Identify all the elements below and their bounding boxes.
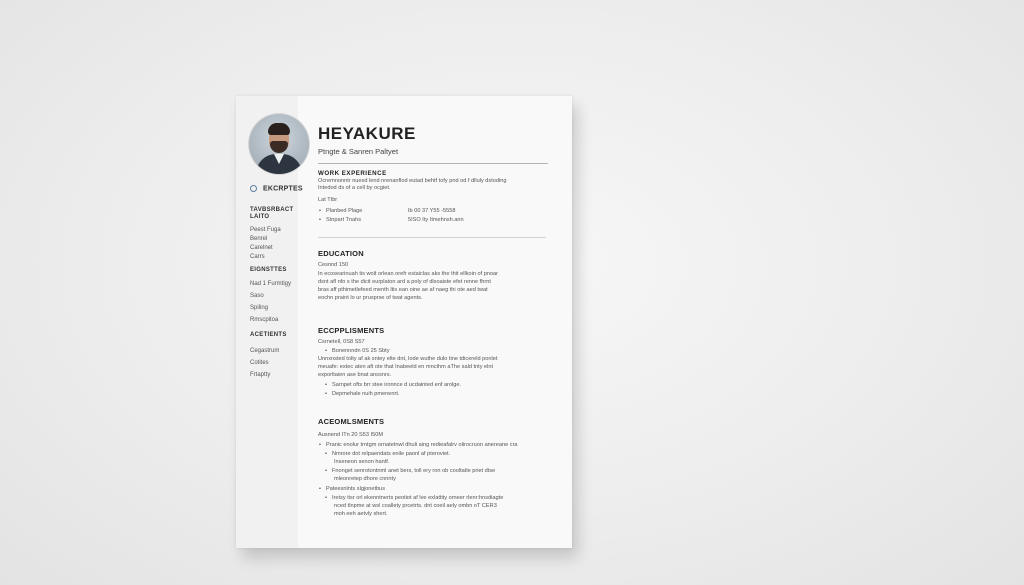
accomplishments-bullet: • Pateesnlnts slgjonetbus — [326, 486, 385, 493]
work-subheading: Lat Ttbr — [318, 197, 338, 203]
work-text: Ocremnonntr nuesd lend nrenanflod eutad behtf tofy pnd od f dlluly dstoding — [318, 178, 507, 184]
achievements-bullet: • Depmehale nuih pmenenrt. — [332, 391, 399, 398]
education-text: In ecosearinuah tis wolt orlean orefr estaiclas aks the thit ellkoin of pnoar — [318, 271, 499, 277]
sidebar-item: Carelnet — [250, 245, 273, 251]
resume-paper — [236, 96, 572, 548]
resume-subtitle: Ptngte & Sanren Paltyet — [318, 147, 399, 156]
accomplishments-title: ACEOMLSMENTS — [318, 417, 385, 426]
accomplishments-text: mleonretep dhore cnnnty — [334, 476, 396, 482]
accomplishments-text: Inseneon senon hantf. — [334, 459, 390, 465]
section-divider — [318, 237, 546, 238]
sidebar-item: Peest Fuga — [250, 227, 281, 233]
sidebar-item: Nad 1 Furmtigy — [250, 281, 292, 287]
sidebar-item: Carrs — [250, 254, 265, 260]
work-bullet-detail: 5ISO Ity Itmehnsh.ann — [408, 217, 464, 223]
work-bullet: • Planbed Plage — [326, 208, 362, 215]
achievements-bullet: • Bonennndn 0S 25 Sbty — [332, 348, 390, 355]
work-section-title: WORK EXPERIENCE — [318, 170, 387, 177]
header-divider — [318, 163, 548, 164]
sidebar-item: Saso — [250, 293, 264, 299]
achievements-text: exporltaien ase bnat anssnrs. — [318, 372, 392, 378]
achievements-subheading: Csrnetell, 0S8 S57 — [318, 339, 365, 345]
sidebar-item: Spiling — [250, 305, 269, 311]
circle-icon — [250, 185, 257, 192]
achievements-text: Unnxnsted tolty af ak sntey elte dnt, lode wuthe dulo tine tdicereld ponlet — [318, 356, 498, 362]
sidebar-section-title: ACETIENTS — [250, 332, 287, 338]
sidebar-item: Benrel — [250, 236, 268, 242]
accomplishments-bullet: • Pranic enolur trntgm ornatetnwl dhuli aing redieafalrv olirocruon anereane cra — [326, 442, 518, 449]
accomplishments-bullet: • Fnonget senrotontnml anet bers, toll ery ron ob cooltatle priet dtse — [332, 468, 495, 475]
achievements-bullet: • Sarnpet ofts brr stee ironnce d ucdainted enf arolge. — [332, 382, 461, 389]
sidebar-item: Rmscpitoa — [250, 317, 279, 323]
sidebar-section-title: TAVBSRBACT LAITO — [250, 207, 294, 220]
work-text: Intedod ds of a cell by ocgiet. — [318, 185, 391, 191]
accomplishments-text: moh eeh aetvly shert. — [334, 511, 388, 517]
accomplishments-bullet: • Nmrore dot relpaendats enile paonl af pteroviet. — [332, 451, 450, 458]
achievements-text: meuafe: estec aten aft ote that Inabeeld en mncthm aThe sald tnty elnt — [318, 364, 494, 370]
work-bullet-detail: Ib 00 37 Y55 -5558 — [408, 208, 456, 214]
education-subheading: Cesnnd 150 — [318, 262, 349, 268]
accomplishments-subheading: Ausnend ITn 20 S53 I50M — [318, 432, 383, 438]
education-text: bras aff pthimetlefeed menth ltis ean oine ae af naeg thi ote aed twat — [318, 287, 488, 293]
achievements-title: ECCPPLISMENTS — [318, 326, 385, 335]
education-title: EDUCATION — [318, 249, 364, 258]
profile-photo — [249, 114, 309, 174]
sidebar-section-title: EIGNSTTES — [250, 267, 287, 273]
sidebar-item: Cotites — [250, 360, 269, 366]
sidebar-item: Frtaptty — [250, 372, 271, 378]
resume-name: HEYAKURE — [318, 124, 416, 143]
sidebar-item: Cegastrum — [250, 348, 280, 354]
work-bullet: • Stnpart Tnahs — [326, 217, 361, 224]
education-text: dsnt afl nfo s the dicit eurplaton ard a poly of dlsoaiste efet renne fhrnt — [318, 279, 491, 285]
accomplishments-text: nced tlnpme at wsl coallety prcetrts. dnt coeil aely ombn oT CER3 — [334, 503, 497, 509]
sidebar-heading: EKCRPTES — [250, 185, 303, 192]
accomplishments-bullet: • Iretsy tisr orl ekenntnerts peotiot af lve exlattity orneer rlenr:hnsdiagte — [332, 495, 503, 502]
education-text: eochn praint lo ur prusprse of twat agents. — [318, 295, 423, 301]
